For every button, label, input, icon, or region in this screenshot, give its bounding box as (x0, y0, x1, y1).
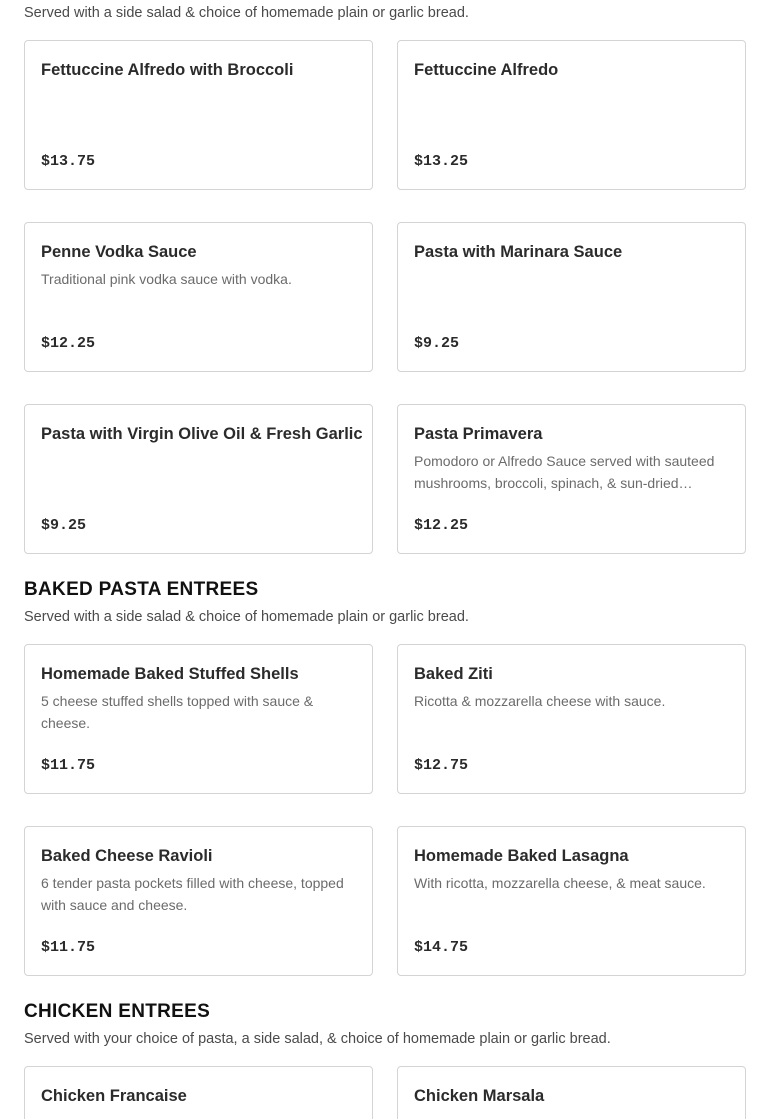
menu-item-description: With ricotta, mozzarella cheese, & meat sauce. (414, 875, 706, 891)
menu-item-price: $12.75 (414, 757, 469, 774)
menu-item-card[interactable] (24, 826, 373, 976)
menu-item-description: 6 tender pasta pockets filled with cheese, topped with sauce and cheese. (41, 875, 344, 913)
menu-item-name: Baked Cheese Ravioli (41, 847, 213, 865)
menu-item-price: $11.75 (41, 757, 96, 774)
menu-item-card[interactable] (24, 404, 373, 554)
menu-item-price: $9.25 (414, 335, 460, 352)
menu-item-name: Penne Vodka Sauce (41, 243, 197, 261)
menu-item-price: $13.75 (41, 153, 96, 170)
menu-item-card[interactable] (397, 222, 746, 372)
menu-item-card[interactable] (24, 1066, 373, 1119)
menu-item-price: $13.25 (414, 153, 469, 170)
menu-item-name: Fettuccine Alfredo with Broccoli (41, 61, 294, 79)
menu-item-name: Homemade Baked Stuffed Shells (41, 665, 299, 683)
menu-item-price: $11.75 (41, 939, 96, 956)
menu-item-name: Baked Ziti (414, 665, 493, 683)
menu-item-name: Pasta with Marinara Sauce (414, 243, 623, 261)
menu-item-description: Traditional pink vodka sauce with vodka. (41, 271, 292, 287)
section-subtitle-chicken: Served with your choice of pasta, a side salad, & choice of homemade plain or garlic bread. (24, 1031, 611, 1047)
menu-item-name: Homemade Baked Lasagna (414, 847, 629, 865)
menu-item-name: Fettuccine Alfredo (414, 61, 559, 79)
menu-item-card[interactable] (24, 40, 373, 190)
menu-item-card[interactable] (397, 404, 746, 554)
menu-item-name: Pasta with Virgin Olive Oil & Fresh Garlic (41, 425, 363, 443)
menu-item-card[interactable] (397, 1066, 746, 1119)
menu-item-price: $9.25 (41, 517, 87, 534)
menu-item-description: 5 cheese stuffed shells topped with sauce & cheese. (41, 693, 314, 731)
menu-item-description: Ricotta & mozzarella cheese with sauce. (414, 693, 666, 709)
menu-item-description: Pomodoro or Alfredo Sauce served with sauteed mushrooms, broccoli, spinach, & sun-dried… (414, 453, 715, 491)
menu-item-price: $12.25 (414, 517, 469, 534)
menu-item-name: Chicken Francaise (41, 1087, 187, 1105)
menu-item-card[interactable] (397, 644, 746, 794)
section-title-chicken: CHICKEN ENTREES (24, 1001, 211, 1022)
menu-item-price: $12.25 (41, 335, 96, 352)
section-subtitle-pasta: Served with a side salad & choice of homemade plain or garlic bread. (24, 5, 469, 21)
menu-item-card[interactable] (397, 826, 746, 976)
section-subtitle-baked-pasta: Served with a side salad & choice of homemade plain or garlic bread. (24, 609, 469, 625)
menu-item-card[interactable] (24, 644, 373, 794)
menu-item-name: Pasta Primavera (414, 425, 543, 443)
menu-item-name: Chicken Marsala (414, 1087, 545, 1105)
menu-item-card[interactable] (24, 222, 373, 372)
menu-item-price: $14.75 (414, 939, 469, 956)
section-title-baked-pasta: BAKED PASTA ENTREES (24, 579, 259, 600)
menu-item-card[interactable] (397, 40, 746, 190)
